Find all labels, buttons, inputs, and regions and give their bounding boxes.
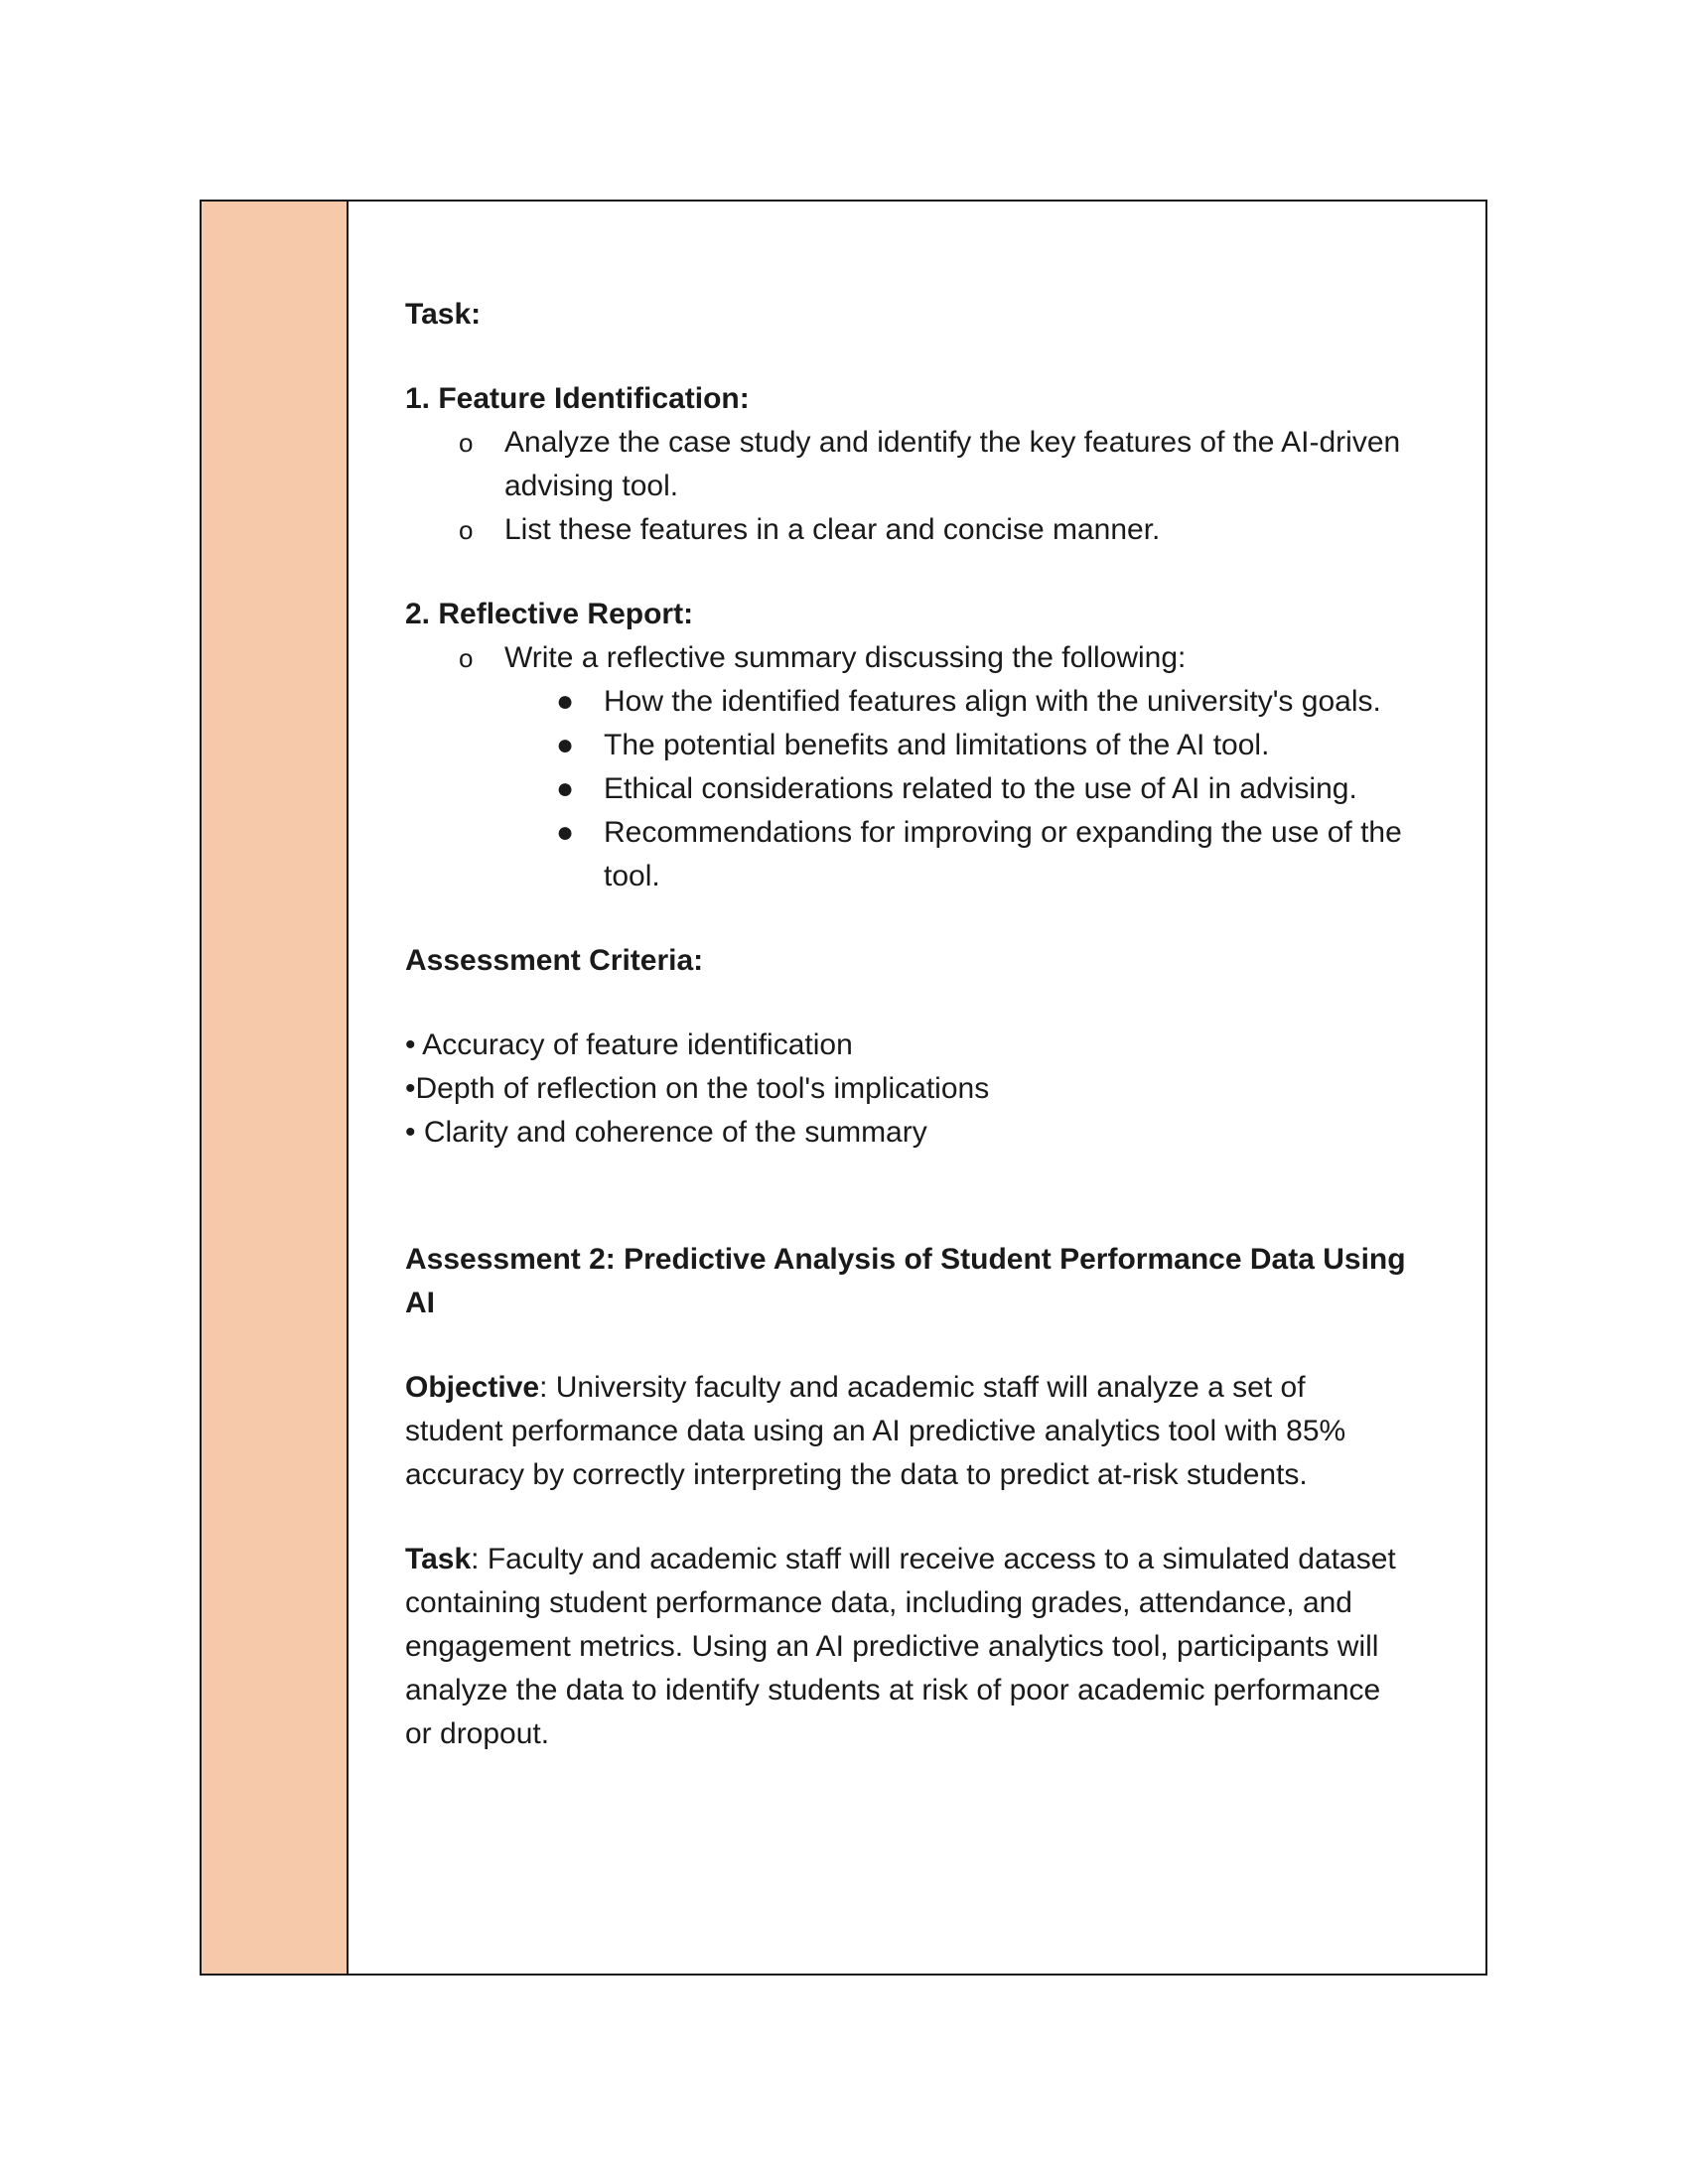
reflective-sub-item-text: The potential benefits and limitations of the AI tool. [604, 729, 1270, 761]
task-heading: Task: [405, 298, 482, 331]
feature-item-text: List these features in a clear and concise manner. [504, 513, 1161, 546]
dot-bullet-icon: ● [556, 772, 575, 805]
side-color-band [202, 202, 349, 1974]
reflective-report-heading: 2. Reflective Report: [405, 598, 694, 630]
reflective-sub-list [504, 680, 1406, 898]
feature-identification-heading: 1. Feature Identification: [405, 382, 750, 415]
objective-label: Objective [405, 1371, 540, 1404]
reflective-sub-item-text: Ethical considerations related to the use of AI in advising. [604, 772, 1357, 805]
assessment-2-title: Assessment 2: Predictive Analysis of Student Performance Data Using AI [405, 1243, 1406, 1319]
circle-bullet-icon: o [459, 643, 474, 673]
criteria-item: • Accuracy of feature identification [405, 1028, 853, 1061]
criteria-item: • Clarity and coherence of the summary [405, 1116, 927, 1149]
reflective-report-list [405, 636, 1406, 898]
reflective-sub-item-text: How the identified features align with the university's goals. [604, 685, 1381, 718]
list-item [459, 421, 1406, 508]
dot-bullet-icon: ● [556, 816, 575, 849]
feature-identification-list [405, 421, 1406, 552]
list-item [556, 724, 1406, 767]
dot-bullet-icon: ● [556, 729, 575, 761]
task-text: : Faculty and academic staff will receive access to a simulated dataset containing student performance data, including grades, attendance, and engagement metrics. Using an AI predictive analytics tool, participants will analyze the data to identify students at risk of poor academic performance or dropout. [405, 1543, 1396, 1750]
document-frame [200, 200, 1487, 1976]
list-item [556, 811, 1406, 898]
list-item [556, 680, 1406, 724]
list-item [459, 508, 1406, 552]
list-item [556, 767, 1406, 811]
list-item [459, 636, 1406, 898]
objective-paragraph [405, 1366, 1406, 1497]
circle-bullet-icon: o [459, 515, 474, 545]
dot-bullet-icon: ● [556, 685, 575, 718]
task-label: Task [405, 1543, 472, 1575]
feature-item-text: Analyze the case study and identify the key features of the AI-driven advising tool. [504, 426, 1401, 502]
reflective-item-text: Write a reflective summary discussing the following: [504, 641, 1187, 674]
task-paragraph [405, 1538, 1406, 1756]
circle-bullet-icon: o [459, 428, 474, 458]
document-content [349, 202, 1485, 1974]
assessment-criteria-heading: Assessment Criteria: [405, 944, 704, 977]
criteria-item: •Depth of reflection on the tool's implications [405, 1072, 990, 1105]
reflective-sub-item-text: Recommendations for improving or expanding the use of the tool. [604, 816, 1402, 892]
objective-text: : University faculty and academic staff will analyze a set of student performance data using an AI predictive analytics tool with 85% accuracy by correctly interpreting the data to predict at-risk students. [405, 1371, 1346, 1491]
